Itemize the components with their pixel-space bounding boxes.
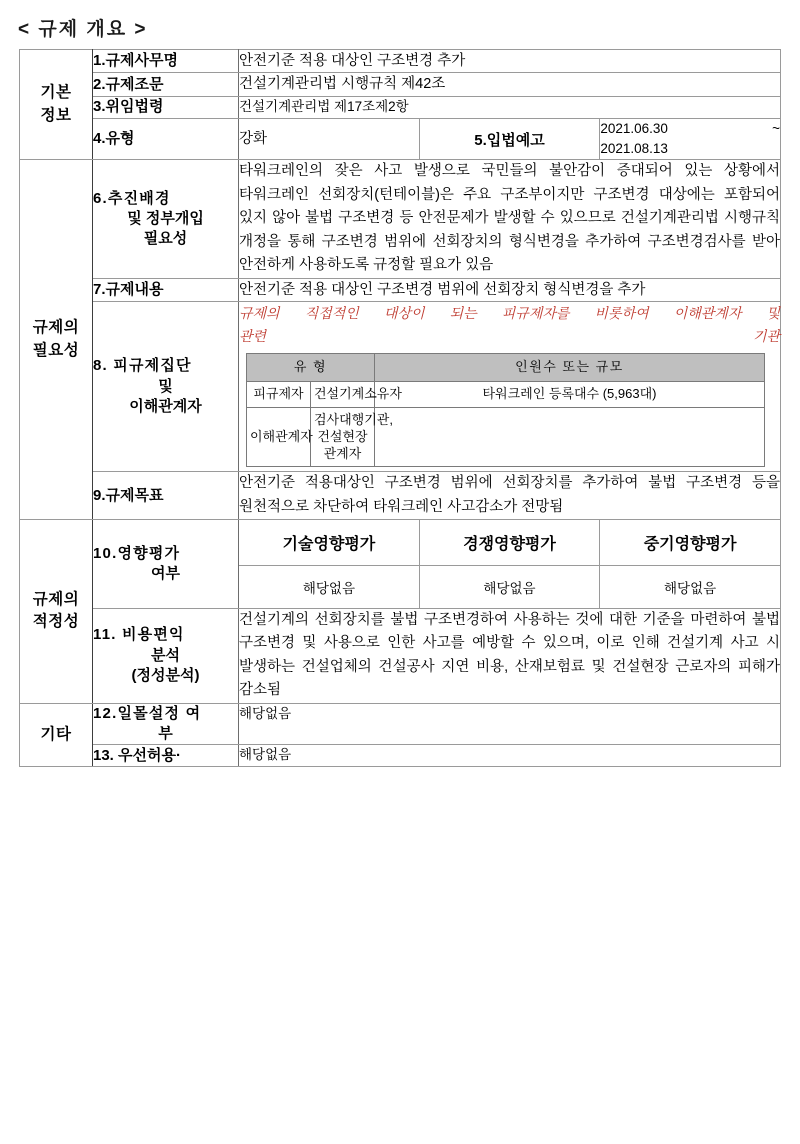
row-value-6-cell bbox=[239, 160, 781, 278]
category-adequacy bbox=[20, 519, 93, 703]
impact-value-row bbox=[239, 565, 780, 608]
row-label-6-line1: 6.추진배경 bbox=[93, 189, 171, 207]
impact-assessment-cell bbox=[239, 519, 781, 608]
stakeholder-note-line2-right: 기관 bbox=[752, 327, 780, 344]
row-label-10-line1: 10.영향평가 bbox=[93, 544, 181, 562]
row-label-9: 9.규제목표 bbox=[93, 472, 239, 519]
row-label-8 bbox=[93, 302, 239, 472]
impact-header-competition: 경쟁영향평가 bbox=[419, 520, 599, 566]
date-range-tilde: ~ bbox=[772, 120, 780, 136]
row-label-2: 2.규제조문 bbox=[93, 73, 239, 96]
row-value-8-cell bbox=[239, 302, 781, 472]
row-value-3: 건설기계관리법 제17조제2항 bbox=[239, 96, 781, 118]
row-label-6-line3: 필요성 bbox=[143, 230, 188, 248]
table-row bbox=[20, 472, 781, 519]
impact-assessment-table bbox=[239, 520, 780, 608]
row-label-11-line3: (정성분석) bbox=[131, 666, 200, 684]
row-label-12-line1: 12.일몰설정 여 bbox=[93, 704, 202, 722]
row-value-1: 안전기준 적용 대상인 구조변경 추가 bbox=[239, 50, 781, 73]
row-value-9-cell bbox=[239, 472, 781, 519]
stakeholder-row-0-type: 피규제자 bbox=[247, 381, 311, 407]
row-label-4: 4.유형 bbox=[93, 118, 239, 160]
stakeholder-row-0-detail: 건설기계소유자 bbox=[310, 381, 374, 407]
stakeholder-row-1-detail: 검사대행기관, 건설현장 관계자 bbox=[310, 407, 374, 467]
row-label-3: 3.위임법령 bbox=[93, 96, 239, 118]
row-label-8-line1: 8. 피규제집단 bbox=[93, 357, 192, 375]
table-row bbox=[20, 608, 781, 703]
row-label-5: 5.입법예고 bbox=[419, 118, 600, 160]
row-value-2: 건설기계관리법 시행규칙 제42조 bbox=[239, 73, 781, 96]
table-row bbox=[20, 745, 781, 767]
row-value-4: 강화 bbox=[239, 118, 420, 160]
row-label-6 bbox=[93, 160, 239, 278]
stakeholder-row-1-type: 이해관계자 bbox=[247, 407, 311, 467]
table-row bbox=[20, 50, 781, 73]
impact-value-competition: 해당없음 bbox=[419, 565, 599, 608]
row-label-11-line2: 분석 bbox=[151, 646, 180, 664]
row-value-12: 해당없음 bbox=[239, 703, 781, 745]
row-label-11 bbox=[93, 608, 239, 703]
row-label-12 bbox=[93, 703, 239, 745]
stakeholder-row-1-scale bbox=[374, 407, 764, 467]
table-row bbox=[20, 118, 781, 160]
stakeholder-note bbox=[239, 302, 780, 347]
impact-value-technology: 해당없음 bbox=[239, 565, 419, 608]
row-label-11-line1: 11. 비용편익 bbox=[93, 626, 185, 644]
date-range-start-line bbox=[600, 119, 780, 139]
impact-header-technology: 기술영향평가 bbox=[239, 520, 419, 566]
row-value-11: 건설기계의 선회장치를 불법 구조변경하여 사용하는 것에 대한 기준을 마련하여 불법 구조변경 및 사용으로 인한 사고를 예방할 수 있으며, 이로 인해 건설기계 사고 시 발생하는 건설업체의 건설공사 지연 비용, 산재보험료 및 건설현장 근로자의 피해가 감소됨 bbox=[239, 611, 780, 699]
regulation-overview-table bbox=[19, 49, 781, 767]
table-row bbox=[20, 703, 781, 745]
table-row bbox=[20, 73, 781, 96]
category-necessity-line2: 필요성 bbox=[32, 341, 80, 359]
row-label-10 bbox=[93, 519, 239, 608]
stakeholder-header-scale: 인원수 또는 규모 bbox=[374, 354, 764, 382]
stakeholder-note-line2 bbox=[239, 325, 780, 347]
row-value-7: 안전기준 적용 대상인 구조변경 범위에 선회장치 형식변경을 추가 bbox=[239, 278, 781, 301]
category-adequacy-line1: 규제의 bbox=[32, 590, 80, 608]
table-row bbox=[20, 278, 781, 301]
stakeholder-note-line2-left: 관련 bbox=[239, 327, 267, 344]
page-title: < 규제 개요 > bbox=[18, 19, 148, 40]
legislative-notice-start-date: 2021.06.30 bbox=[600, 120, 668, 136]
row-label-10-line2: 여부 bbox=[151, 564, 180, 582]
category-necessity-line1: 규제의 bbox=[32, 319, 80, 337]
row-label-8-line2: 및 bbox=[158, 377, 173, 395]
row-value-6: 타워크레인의 잦은 사고 발생으로 국민들의 불안감이 증대되어 있는 상황에서 타워크레인 선회장치(턴테이블)은 주요 구조부이지만 구조변경 대상에는 포함되어 있지 않아 불법 구조변경 등 안전문제가 발생할 수 있으므로 건설기계관리법 시행규칙 개정을 통해 구조변경 범위에 선회장치의 형식변경을 추가하여 구조변경검사를 받아 안전하게 사용하도록 규정할 필요가 있음 bbox=[239, 163, 780, 274]
row-value-5-dates bbox=[600, 118, 781, 160]
row-label-6-line2: 및 정부개입 bbox=[127, 209, 204, 227]
row-value-9: 안전기준 적용대상인 구조변경 범위에 선회장치를 추가하여 불법 구조변경 등을 원천적으로 차단하여 타워크레인 사고감소가 전망됨 bbox=[239, 475, 780, 515]
row-value-13: 해당없음 bbox=[239, 745, 781, 767]
impact-header-row bbox=[239, 520, 780, 566]
stakeholder-table bbox=[246, 353, 765, 467]
row-label-12-line2: 부 bbox=[158, 725, 173, 743]
legislative-notice-end-date: 2021.08.13 bbox=[600, 141, 668, 157]
category-necessity bbox=[20, 160, 93, 520]
category-basic-info bbox=[20, 50, 93, 160]
stakeholder-table-row bbox=[247, 381, 765, 407]
stakeholder-table-header-row bbox=[247, 354, 765, 382]
stakeholder-table-row bbox=[247, 407, 765, 467]
table-row bbox=[20, 302, 781, 472]
table-row bbox=[20, 160, 781, 278]
row-value-11-cell bbox=[239, 608, 781, 703]
table-row bbox=[20, 96, 781, 118]
category-basic-info-line1: 기본 bbox=[40, 84, 72, 102]
stakeholder-note-line1: 규제의 직접적인 대상이 되는 피규제자를 비롯하여 이해관계자 및 bbox=[239, 305, 780, 322]
row-label-8-line3: 이해관계자 bbox=[129, 397, 202, 415]
category-adequacy-line2: 적정성 bbox=[32, 613, 80, 631]
row-label-1: 1.규제사무명 bbox=[93, 50, 239, 73]
impact-header-sme: 중기영향평가 bbox=[600, 520, 780, 566]
row-label-13: 13. 우선허용· bbox=[93, 745, 239, 767]
table-row bbox=[20, 519, 781, 608]
stakeholder-header-type: 유 형 bbox=[247, 354, 375, 382]
category-basic-info-line2: 정보 bbox=[40, 106, 72, 124]
stakeholder-row-0-scale: 타워크레인 등록대수 (5,963대) bbox=[374, 381, 764, 407]
row-label-7: 7.규제내용 bbox=[93, 278, 239, 301]
category-etc: 기타 bbox=[20, 703, 93, 766]
impact-value-sme: 해당없음 bbox=[600, 565, 780, 608]
